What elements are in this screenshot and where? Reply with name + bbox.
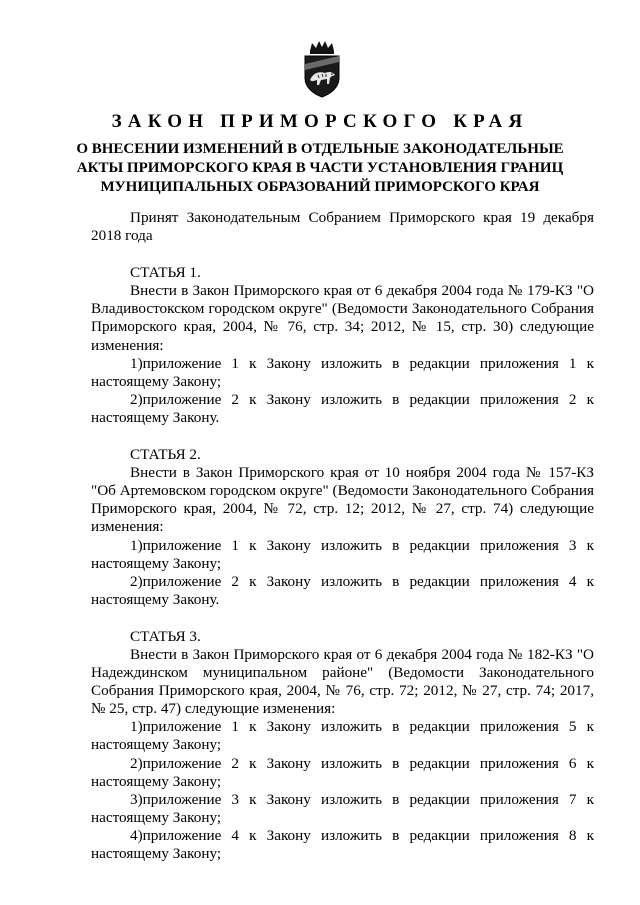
article-1-item: 2)приложение 2 к Закону изложить в редакции приложения 2 к настоящему Закону. [91,390,594,426]
article-3-item: 4)приложение 4 к Закону изложить в редакции приложения 8 к настоящему Закону; [91,826,594,862]
adoption-statement: Принят Законодательным Собранием Приморского края 19 декабря 2018 года [91,209,594,245]
article-1-item: 1)приложение 1 к Закону изложить в редакции приложения 1 к настоящему Закону; [91,354,594,390]
primorsky-krai-coat-of-arms-icon [301,40,343,98]
article-2-heading: СТАТЬЯ 2. [130,446,201,464]
article-1-heading: СТАТЬЯ 1. [130,264,201,282]
article-2-intro: Внести в Закон Приморского края от 10 ноября 2004 года № 157-КЗ "Об Артемовском городском округе" (Ведомости Законодательного Собрания Приморского края, 2004, № 72, стр. 12; 2012, № 27, стр. 74) следующие изменения: [91,464,594,536]
subtitle-line: О ВНЕСЕНИИ ИЗМЕНЕНИЙ В ОТДЕЛЬНЫЕ ЗАКОНОДАТЕЛЬНЫЕ [76,141,564,157]
article-2-item: 2)приложение 2 к Закону изложить в редакции приложения 4 к настоящему Закону. [91,572,594,608]
article-3-heading: СТАТЬЯ 3. [130,627,201,645]
law-title: ЗАКОН ПРИМОРСКОГО КРАЯ [111,111,529,132]
article-3-item: 2)приложение 2 к Закону изложить в редакции приложения 6 к настоящему Закону; [91,754,594,790]
article-1-intro: Внести в Закон Приморского края от 6 декабря 2004 года № 179-КЗ "О Владивостокском городском округе" (Ведомости Законодательного Собрания Приморского края, 2004, № 76, стр. 34; 2012, № 15, стр. 30) следующие изменения: [91,282,594,354]
subtitle-line: АКТЫ ПРИМОРСКОГО КРАЯ В ЧАСТИ УСТАНОВЛЕНИЯ ГРАНИЦ [76,160,564,176]
article-3-item: 1)приложение 1 к Закону изложить в редакции приложения 5 к настоящему Закону; [91,718,594,754]
article-2-item: 1)приложение 1 к Закону изложить в редакции приложения 3 к настоящему Закону; [91,536,594,572]
article-3-intro: Внести в Закон Приморского края от 6 декабря 2004 года № 182-КЗ "О Надеждинском муниципальном районе" (Ведомости Законодательного Собрания Приморского края, 2004, № 76, стр. 72; 2012, № 27, стр. 74; 2017, № 25, стр. 47) следующие изменения: [91,645,594,718]
subtitle-line: МУНИЦИПАЛЬНЫХ ОБРАЗОВАНИЙ ПРИМОРСКОГО КРАЯ [100,179,540,195]
law-subtitle [60,140,580,197]
article-3-item: 3)приложение 3 к Закону изложить в редакции приложения 7 к настоящему Закону; [91,790,594,826]
law-body [91,209,594,863]
